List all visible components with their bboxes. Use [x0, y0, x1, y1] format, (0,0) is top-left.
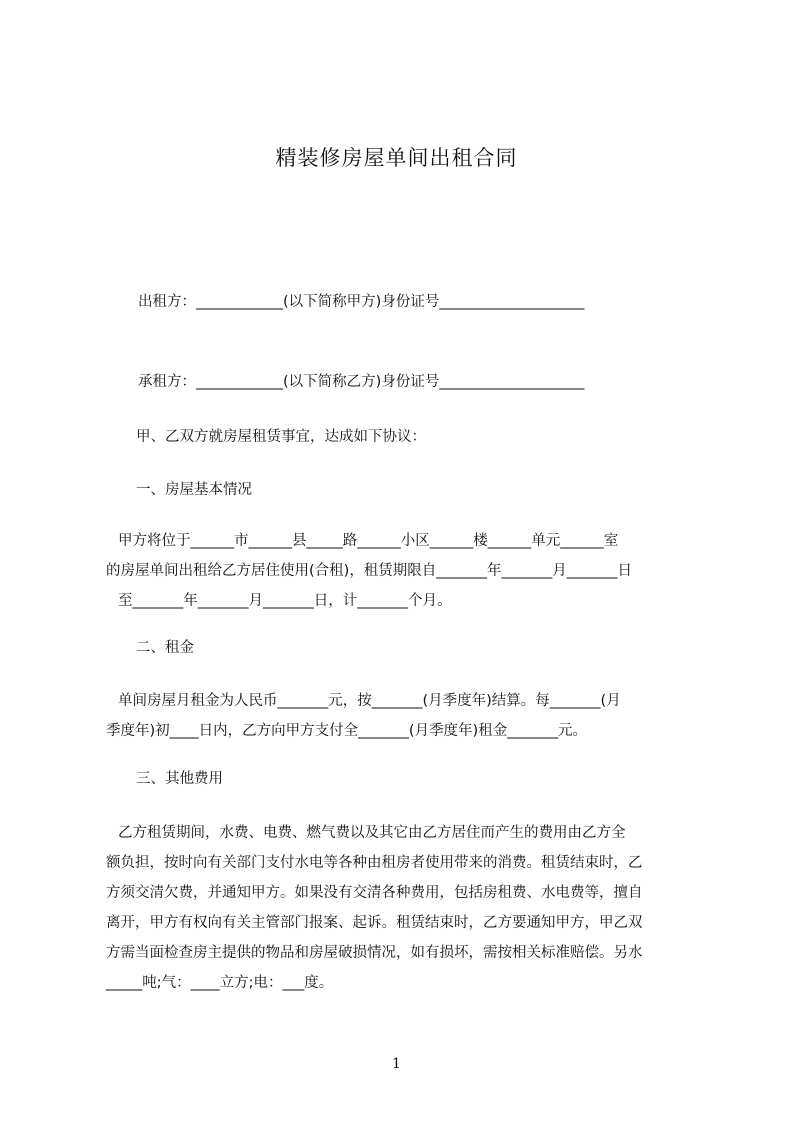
paragraph-line: 额负担，按时向有关部门支付水电等各种由租房者使用带来的消费。租赁结束时，乙	[106, 855, 643, 871]
intro-line: 甲、乙双方就房屋租赁事宜，达成如下协议：	[136, 429, 426, 445]
paragraph-line: 方需当面检查房主提供的物品和房屋破损情况，如有损坏，需按相关标准赔偿。另水	[106, 945, 643, 961]
lessee-line: 承租方：____________(以下简称乙方)身份证号____________________	[138, 374, 585, 390]
paragraph-line: 甲方将位于______市______县_____路______小区______楼______单元______室	[118, 533, 619, 549]
section-body-rent	[106, 686, 706, 746]
paragraph-line: 至_______年_______月_______日，计_______个月。	[118, 593, 452, 609]
section-heading-rent: 二、租金	[136, 640, 194, 656]
paragraph-line: 季度年)初____日内，乙方向甲方支付全_______(月季度年)租金_______元。	[106, 723, 587, 739]
paragraph-line: 离开，甲方有权向有关主管部门报案、起诉。租赁结束时，乙方要通知甲方，甲乙双	[106, 915, 643, 931]
section-body-basic-info	[106, 526, 706, 616]
paragraph-line: 方须交清欠费，并通知甲方。如果没有交清各种费用，包括房租费、水电费等，擅自	[106, 885, 643, 901]
page-number: 1	[392, 1056, 401, 1072]
paragraph-line: 乙方租赁期间，水费、电费、燃气费以及其它由乙方居住而产生的费用由乙方全	[118, 825, 626, 841]
paragraph-line: 单间房屋月租金为人民币_______元，按_______(月季度年)结算。每_______(月	[118, 693, 621, 709]
document-title: 精装修房屋单间出租合同	[275, 146, 518, 170]
section-body-other-fees	[106, 818, 706, 998]
lessor-line: 出租方：____________(以下简称甲方)身份证号____________________	[138, 294, 585, 310]
section-heading-other-fees: 三、其他费用	[136, 771, 223, 787]
paragraph-line: _____吨;气：____立方;电：___度。	[106, 975, 334, 991]
paragraph-line: 的房屋单间出租给乙方居住使用(合租)，租赁期限自_______年_______月_______日	[106, 563, 633, 579]
section-heading-basic-info: 一、房屋基本情况	[136, 482, 252, 498]
